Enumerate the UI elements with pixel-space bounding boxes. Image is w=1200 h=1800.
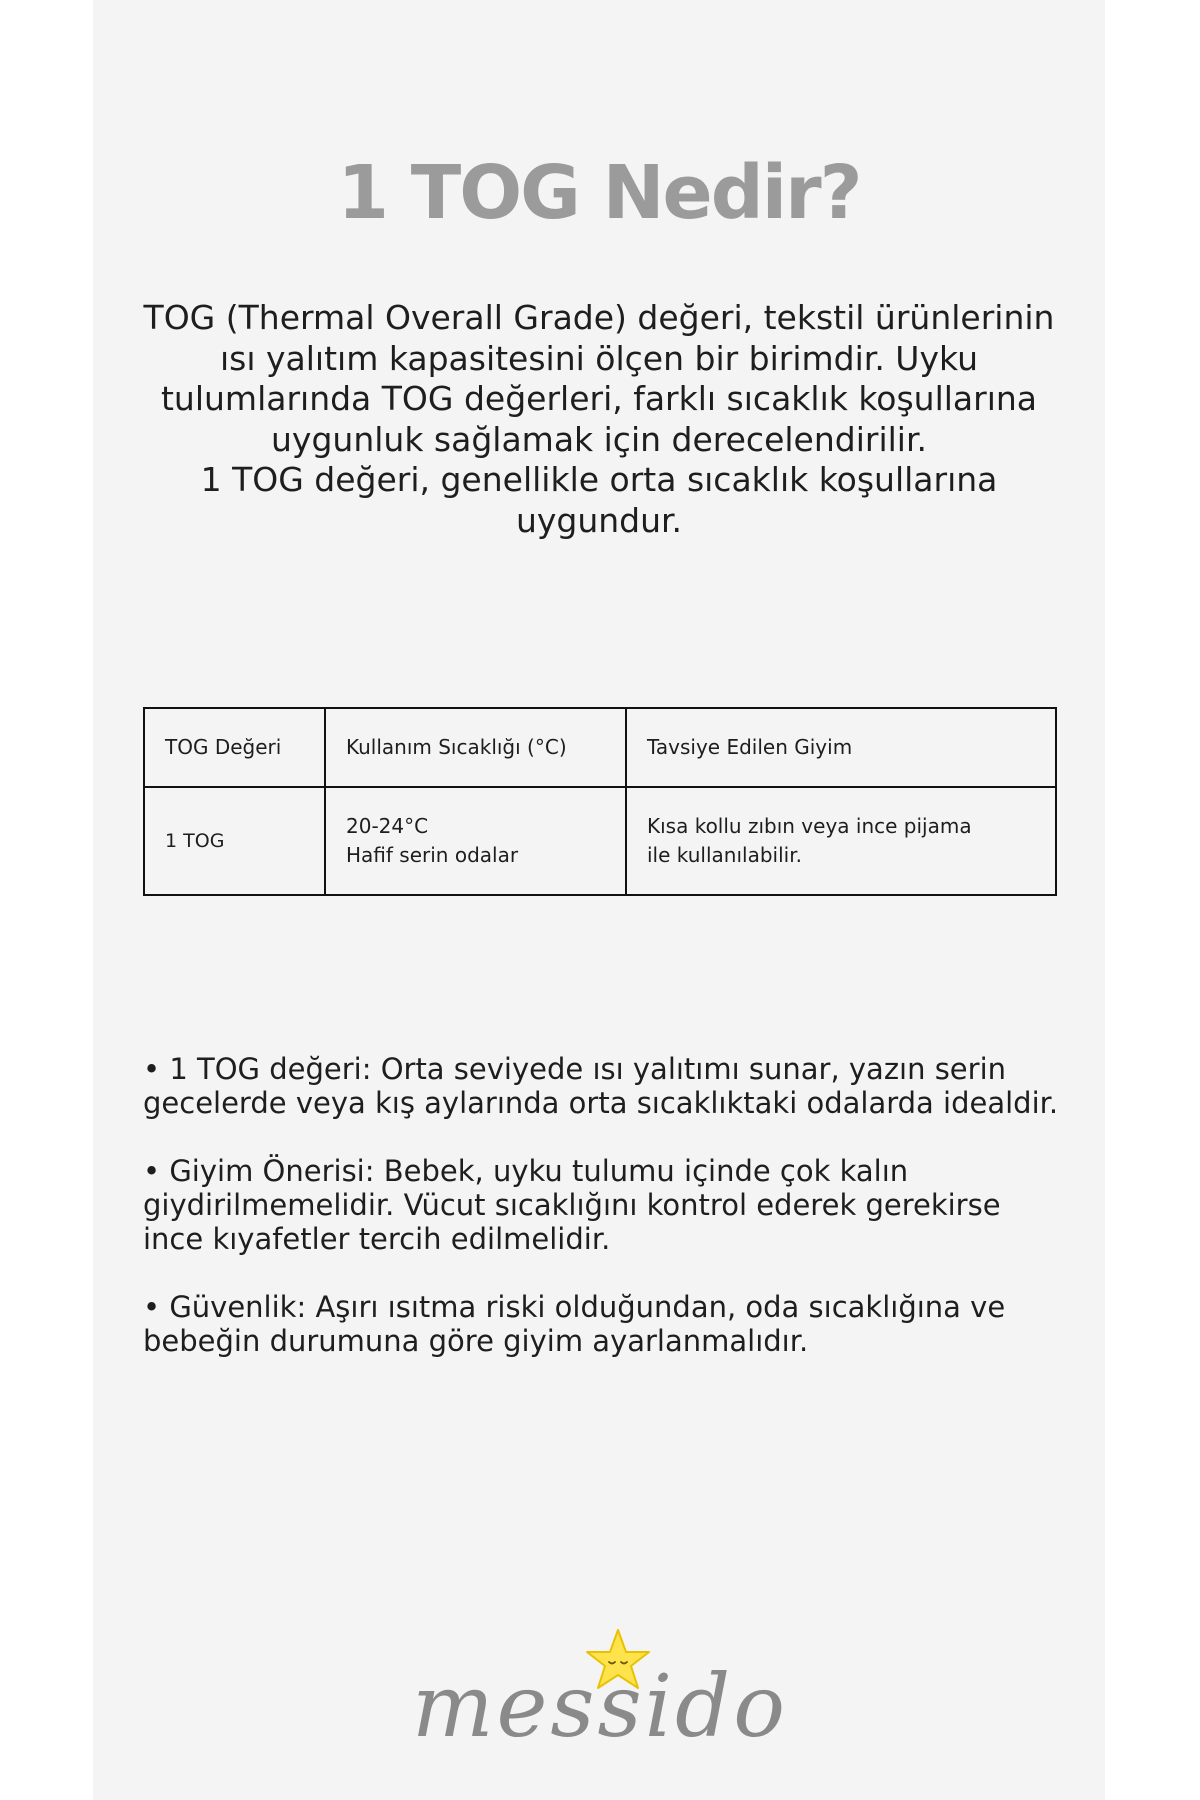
brand-wordmark: messido [411,1657,789,1757]
header-usage-temperature: Kullanım Sıcaklığı (°C) [325,708,626,787]
table-row [144,787,1056,895]
cell-usage-temperature [325,787,626,895]
note-1tog-value: • 1 TOG değeri: Orta seviyede ısı yalıtımı sunar, yazın serin gecelerde veya kış aylarında orta sıcaklıktaki odalarda idealdir. [143,1052,1059,1120]
messido-logo [375,1618,825,1758]
header-tog-value: TOG Değeri [144,708,325,787]
clothing-line-2: ile kullanılabilir. [647,843,802,867]
temperature-note: Hafif serin odalar [346,843,519,867]
cell-recommended-clothing [626,787,1056,895]
clothing-line-1: Kısa kollu zıbın veya ince pijama [647,814,972,838]
content-panel [93,0,1105,1800]
intro-paragraph-1tog: 1 TOG değeri, genellikle orta sıcaklık koşullarına uygundur. [200,460,998,540]
note-clothing-advice: • Giyim Önerisi: Bebek, uyku tulumu içinde çok kalın giydirilmemelidir. Vücut sıcaklığını kontrol ederek gerekirse ince kıyafetler tercih edilmelidir. [143,1154,1001,1256]
temperature-range: 20-24°C [346,814,429,838]
intro-paragraph-definition: TOG (Thermal Overall Grade) değeri, tekstil ürünlerinin ısı yalıtım kapasitesini ölçen bir birimdir. Uyku tulumlarında TOG değerleri, farklı sıcaklık koşullarına uygunluk sağlamak için derecelendirilir. [143,298,1055,459]
header-recommended-clothing: Tavsiye Edilen Giyim [626,708,1056,787]
cell-tog-value: 1 TOG [144,787,325,895]
tog-table [143,707,1057,896]
page-title: 1 TOG Nedir? [337,150,861,236]
note-safety: • Güvenlik: Aşırı ısıtma riski olduğundan, oda sıcaklığına ve bebeğin durumuna göre giyim ayarlanmalıdır. [143,1290,1006,1358]
notes-list [143,1052,1063,1392]
intro-text [143,298,1055,541]
table-header-row [144,708,1056,787]
